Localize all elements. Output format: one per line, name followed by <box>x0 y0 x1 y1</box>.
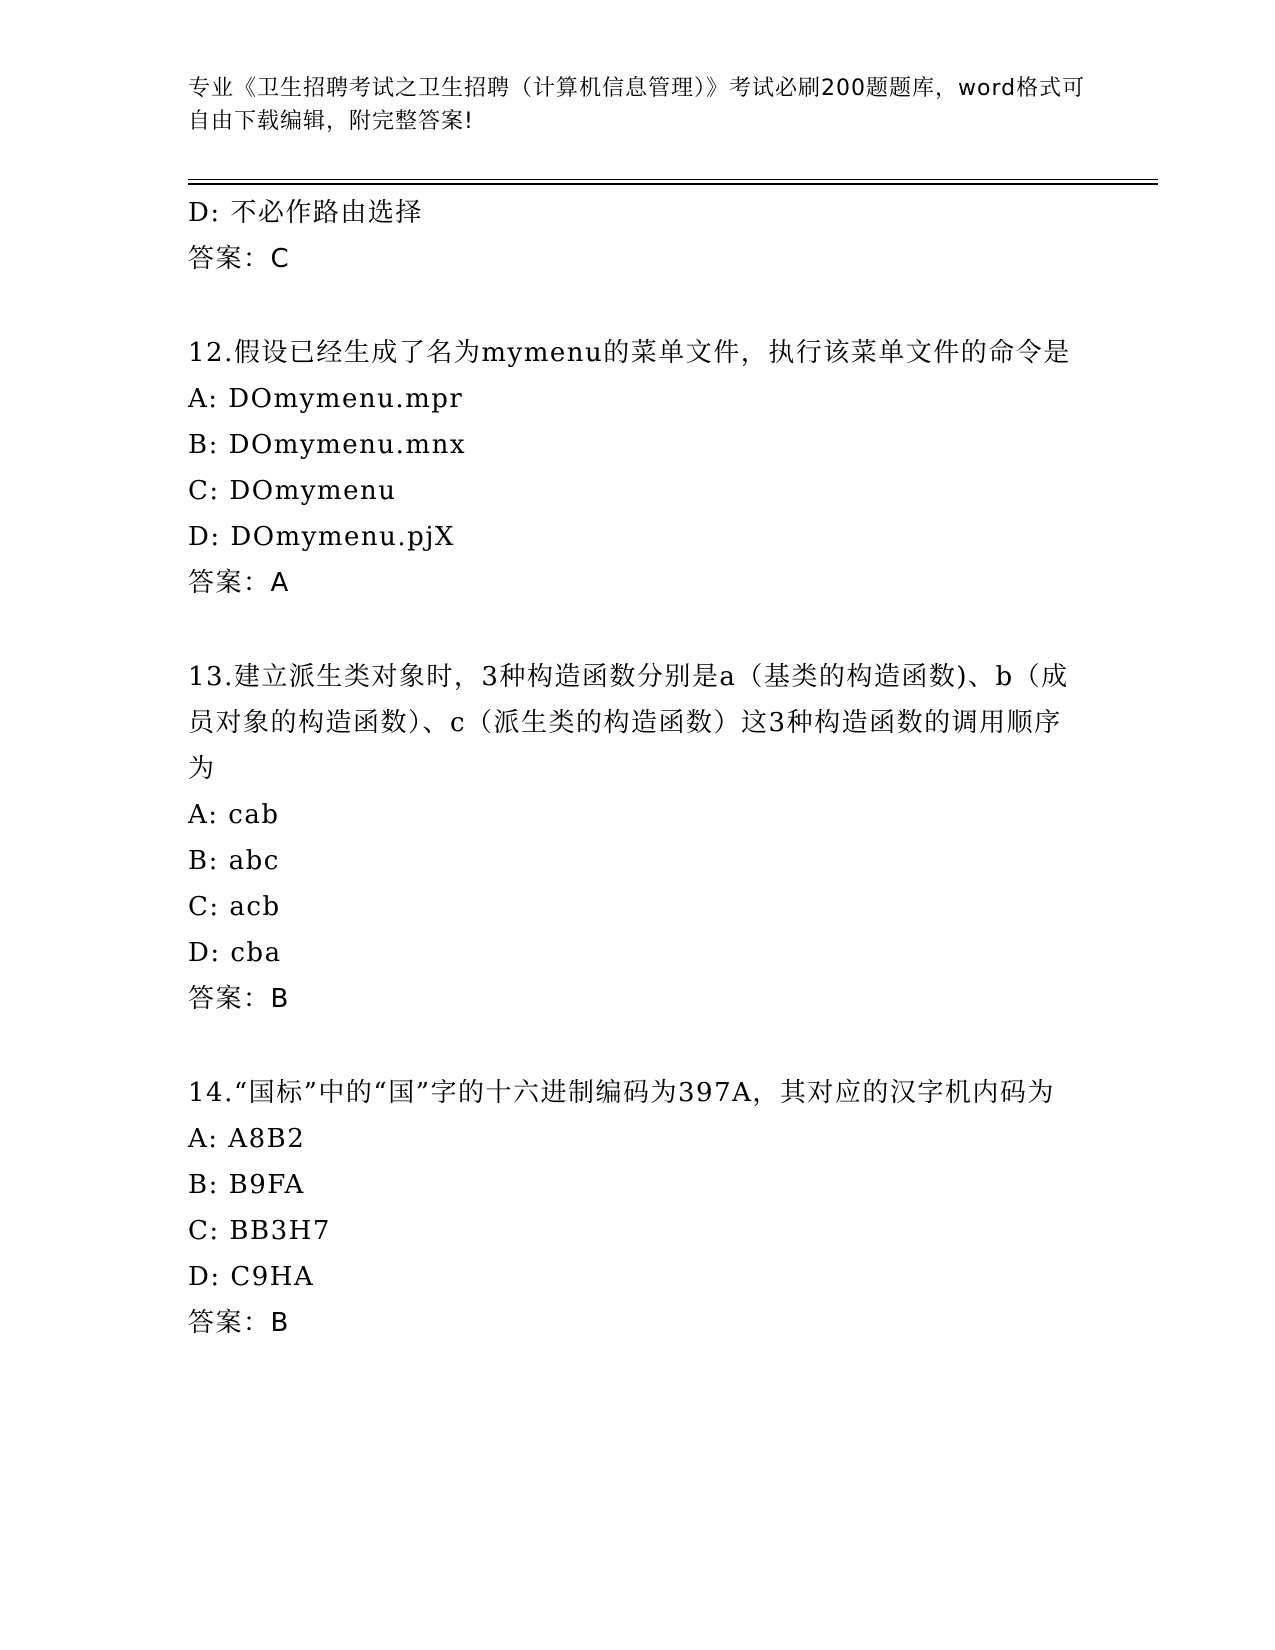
header-divider-top <box>188 179 1158 180</box>
option-b: B: B9FA <box>188 1170 305 1200</box>
option-d: D: 不必作路由选择 <box>188 198 423 228</box>
question-14 <box>188 1070 1088 1346</box>
document-body <box>188 190 1088 1394</box>
question-text: 12.假设已经生成了名为mymenu的菜单文件，执行该菜单文件的命令是 <box>188 338 1071 368</box>
header-divider-bottom <box>188 183 1158 185</box>
answer-line: 答案：B <box>188 1308 290 1338</box>
answer-line: 答案：C <box>188 244 291 274</box>
option-a: A: DOmymenu.mpr <box>188 384 464 414</box>
answer-line: 答案：A <box>188 568 290 598</box>
option-c: C: DOmymenu <box>188 476 397 506</box>
option-c: C: acb <box>188 892 281 922</box>
option-b: B: abc <box>188 846 280 876</box>
option-d: D: cba <box>188 938 282 968</box>
option-d: D: DOmymenu.pjX <box>188 522 455 552</box>
document-header: 专业《卫生招聘考试之卫生招聘（计算机信息管理）》考试必刷200题题库，word格式可自由下载编辑，附完整答案! <box>188 76 1086 134</box>
option-b: B: DOmymenu.mnx <box>188 430 466 460</box>
option-a: A: A8B2 <box>188 1124 306 1154</box>
question-13 <box>188 654 1088 1022</box>
question-text: 13.建立派生类对象时，3种构造函数分别是a（基类的构造函数)、b（成员对象的构造函数）、c（派生类的构造函数）这3种构造函数的调用顺序为 <box>188 662 1069 784</box>
option-a: A: cab <box>188 800 280 830</box>
question-12 <box>188 330 1088 606</box>
option-d: D: C9HA <box>188 1262 315 1292</box>
question-text: 14.“国标”中的“国”字的十六进制编码为397A，其对应的汉字机内码为 <box>188 1078 1055 1108</box>
answer-line: 答案：B <box>188 984 290 1014</box>
option-c: C: BB3H7 <box>188 1216 331 1246</box>
question-11-tail <box>188 190 1088 282</box>
